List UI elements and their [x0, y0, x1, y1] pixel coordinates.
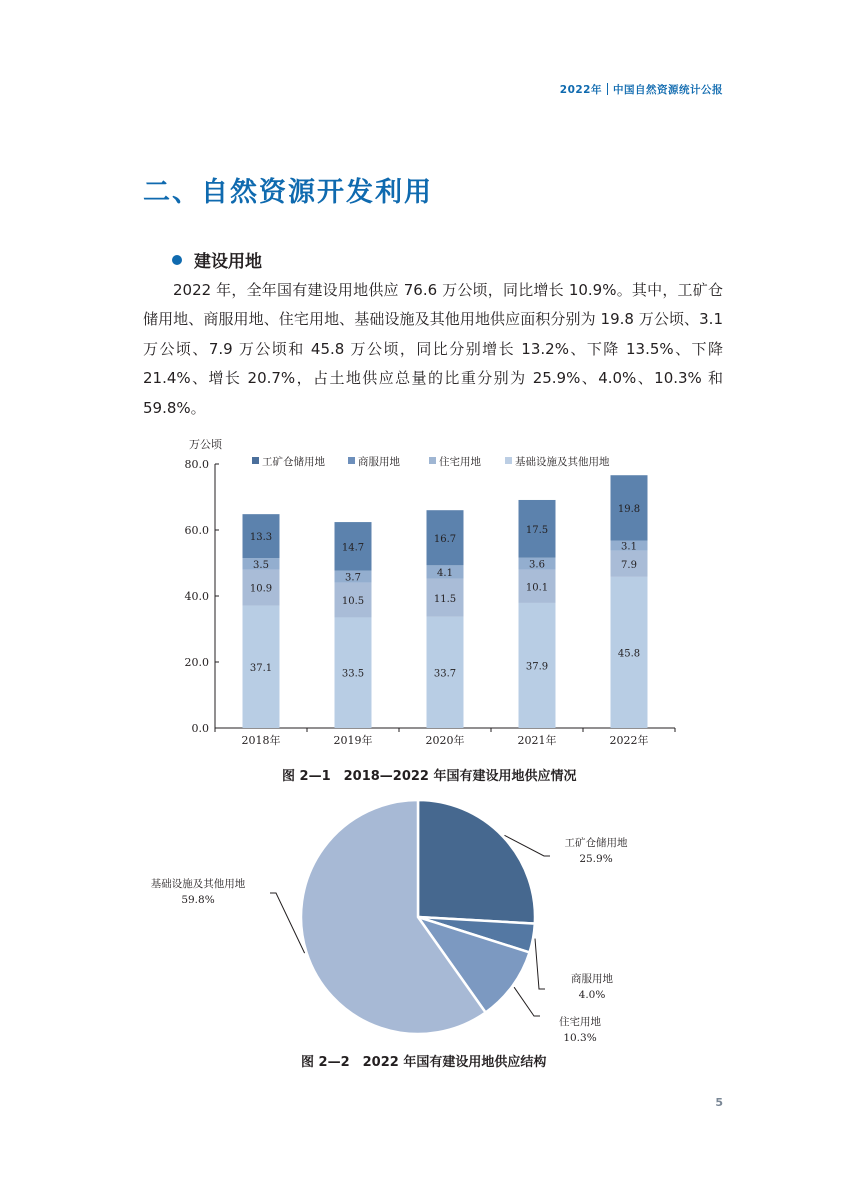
- paragraph: 2022 年，全年国有建设用地供应 76.6 万公顷，同比增长 10.9%。其中，工矿仓储用地、商服用地、住宅用地、基础设施及其他用地供应面积分别为 19.8 万公顷、3.1 万公顷、7.9 万公顷和 45.8 万公顷，同比分别增长 13.2%、下降 13.5%、下降 21.4%、增长 20.7%，占土地供应总量的比重分别为 25.9%、4.0%、10.3% 和 59.8%。: [143, 281, 723, 417]
- x-tick-label: 2019年: [333, 734, 373, 747]
- y-axis-unit-label: 万公顷: [189, 438, 222, 451]
- bar-data-label: 37.1: [249, 662, 273, 674]
- bar-data-label: 3.5: [253, 559, 269, 571]
- bar-data-label: 3.7: [345, 572, 361, 584]
- bar-data-label: 10.9: [249, 583, 273, 595]
- legend-swatch: [505, 457, 512, 464]
- pie-slice-percent: 59.8%: [181, 894, 215, 906]
- legend-swatch: [348, 457, 355, 464]
- bar-data-label: 3.6: [529, 559, 545, 571]
- y-tick-label: 60.0: [184, 524, 209, 537]
- pie-slice-percent: 4.0%: [578, 989, 606, 1001]
- legend-label: 住宅用地: [439, 456, 481, 468]
- bar-data-label: 16.7: [433, 533, 457, 545]
- bar-data-label: 4.1: [437, 568, 453, 580]
- legend-label: 商服用地: [358, 456, 400, 468]
- bar-data-label: 10.5: [341, 596, 365, 608]
- pie-leader-line: [270, 893, 305, 953]
- bar-data-label: 33.5: [341, 668, 365, 680]
- pie-slice-percent: 10.3%: [563, 1032, 597, 1044]
- x-tick-label: 2020年: [425, 734, 465, 747]
- body-text: [143, 276, 723, 423]
- y-tick-label: 0.0: [191, 722, 209, 735]
- bar-data-label: 14.7: [341, 542, 365, 554]
- pie-chart: [140, 800, 700, 1050]
- x-tick-label: 2022年: [609, 734, 649, 747]
- pie-leader-line: [514, 987, 540, 1016]
- x-tick-label: 2018年: [241, 734, 281, 747]
- stacked-bar-chart: [170, 432, 690, 762]
- bar-data-label: 13.3: [249, 532, 273, 544]
- bar-data-label: 33.7: [433, 668, 457, 680]
- pie-slice-name: 住宅用地: [559, 1016, 601, 1028]
- bar-data-label: 7.9: [621, 559, 637, 571]
- figure1-caption: 图 2—1 2018—2022 年国有建设用地供应情况: [282, 769, 577, 784]
- bar-data-label: 11.5: [433, 593, 457, 605]
- legend-swatch: [252, 457, 259, 464]
- y-tick-label: 40.0: [184, 590, 209, 603]
- pie-slice: [418, 800, 535, 924]
- pie-leader-line: [535, 939, 545, 989]
- legend-label: 基础设施及其他用地: [515, 456, 610, 468]
- pie-slice-name: 基础设施及其他用地: [150, 878, 246, 890]
- bar-data-label: 10.1: [525, 582, 549, 594]
- header-title: 中国自然资源统计公报: [613, 84, 723, 96]
- page-number: 5: [715, 1096, 723, 1109]
- bullet-icon: [172, 255, 182, 265]
- y-tick-label: 80.0: [184, 458, 209, 471]
- bar-data-label: 17.5: [525, 524, 549, 536]
- y-tick-label: 20.0: [184, 656, 209, 669]
- x-tick-label: 2021年: [517, 734, 557, 747]
- figure2-caption: 图 2—2 2022 年国有建设用地供应结构: [301, 1055, 547, 1070]
- pie-slice-name: 工矿仓储用地: [564, 837, 628, 849]
- legend-label: 工矿仓储用地: [262, 456, 325, 468]
- bar-data-label: 45.8: [617, 648, 641, 660]
- header-year: 2022年: [559, 84, 602, 96]
- header-divider: [607, 83, 608, 95]
- bar-data-label: 37.9: [525, 661, 549, 673]
- subsection-heading: [172, 247, 262, 272]
- bar-data-label: 19.8: [617, 503, 641, 515]
- pie-slice-percent: 25.9%: [579, 853, 613, 865]
- subsection-title: 建设用地: [194, 252, 262, 272]
- pie-slice-name: 商服用地: [571, 973, 613, 985]
- legend-swatch: [429, 457, 436, 464]
- section-title: 二、自然资源开发利用: [143, 177, 433, 208]
- running-header: [560, 82, 723, 97]
- bar-data-label: 3.1: [621, 541, 637, 553]
